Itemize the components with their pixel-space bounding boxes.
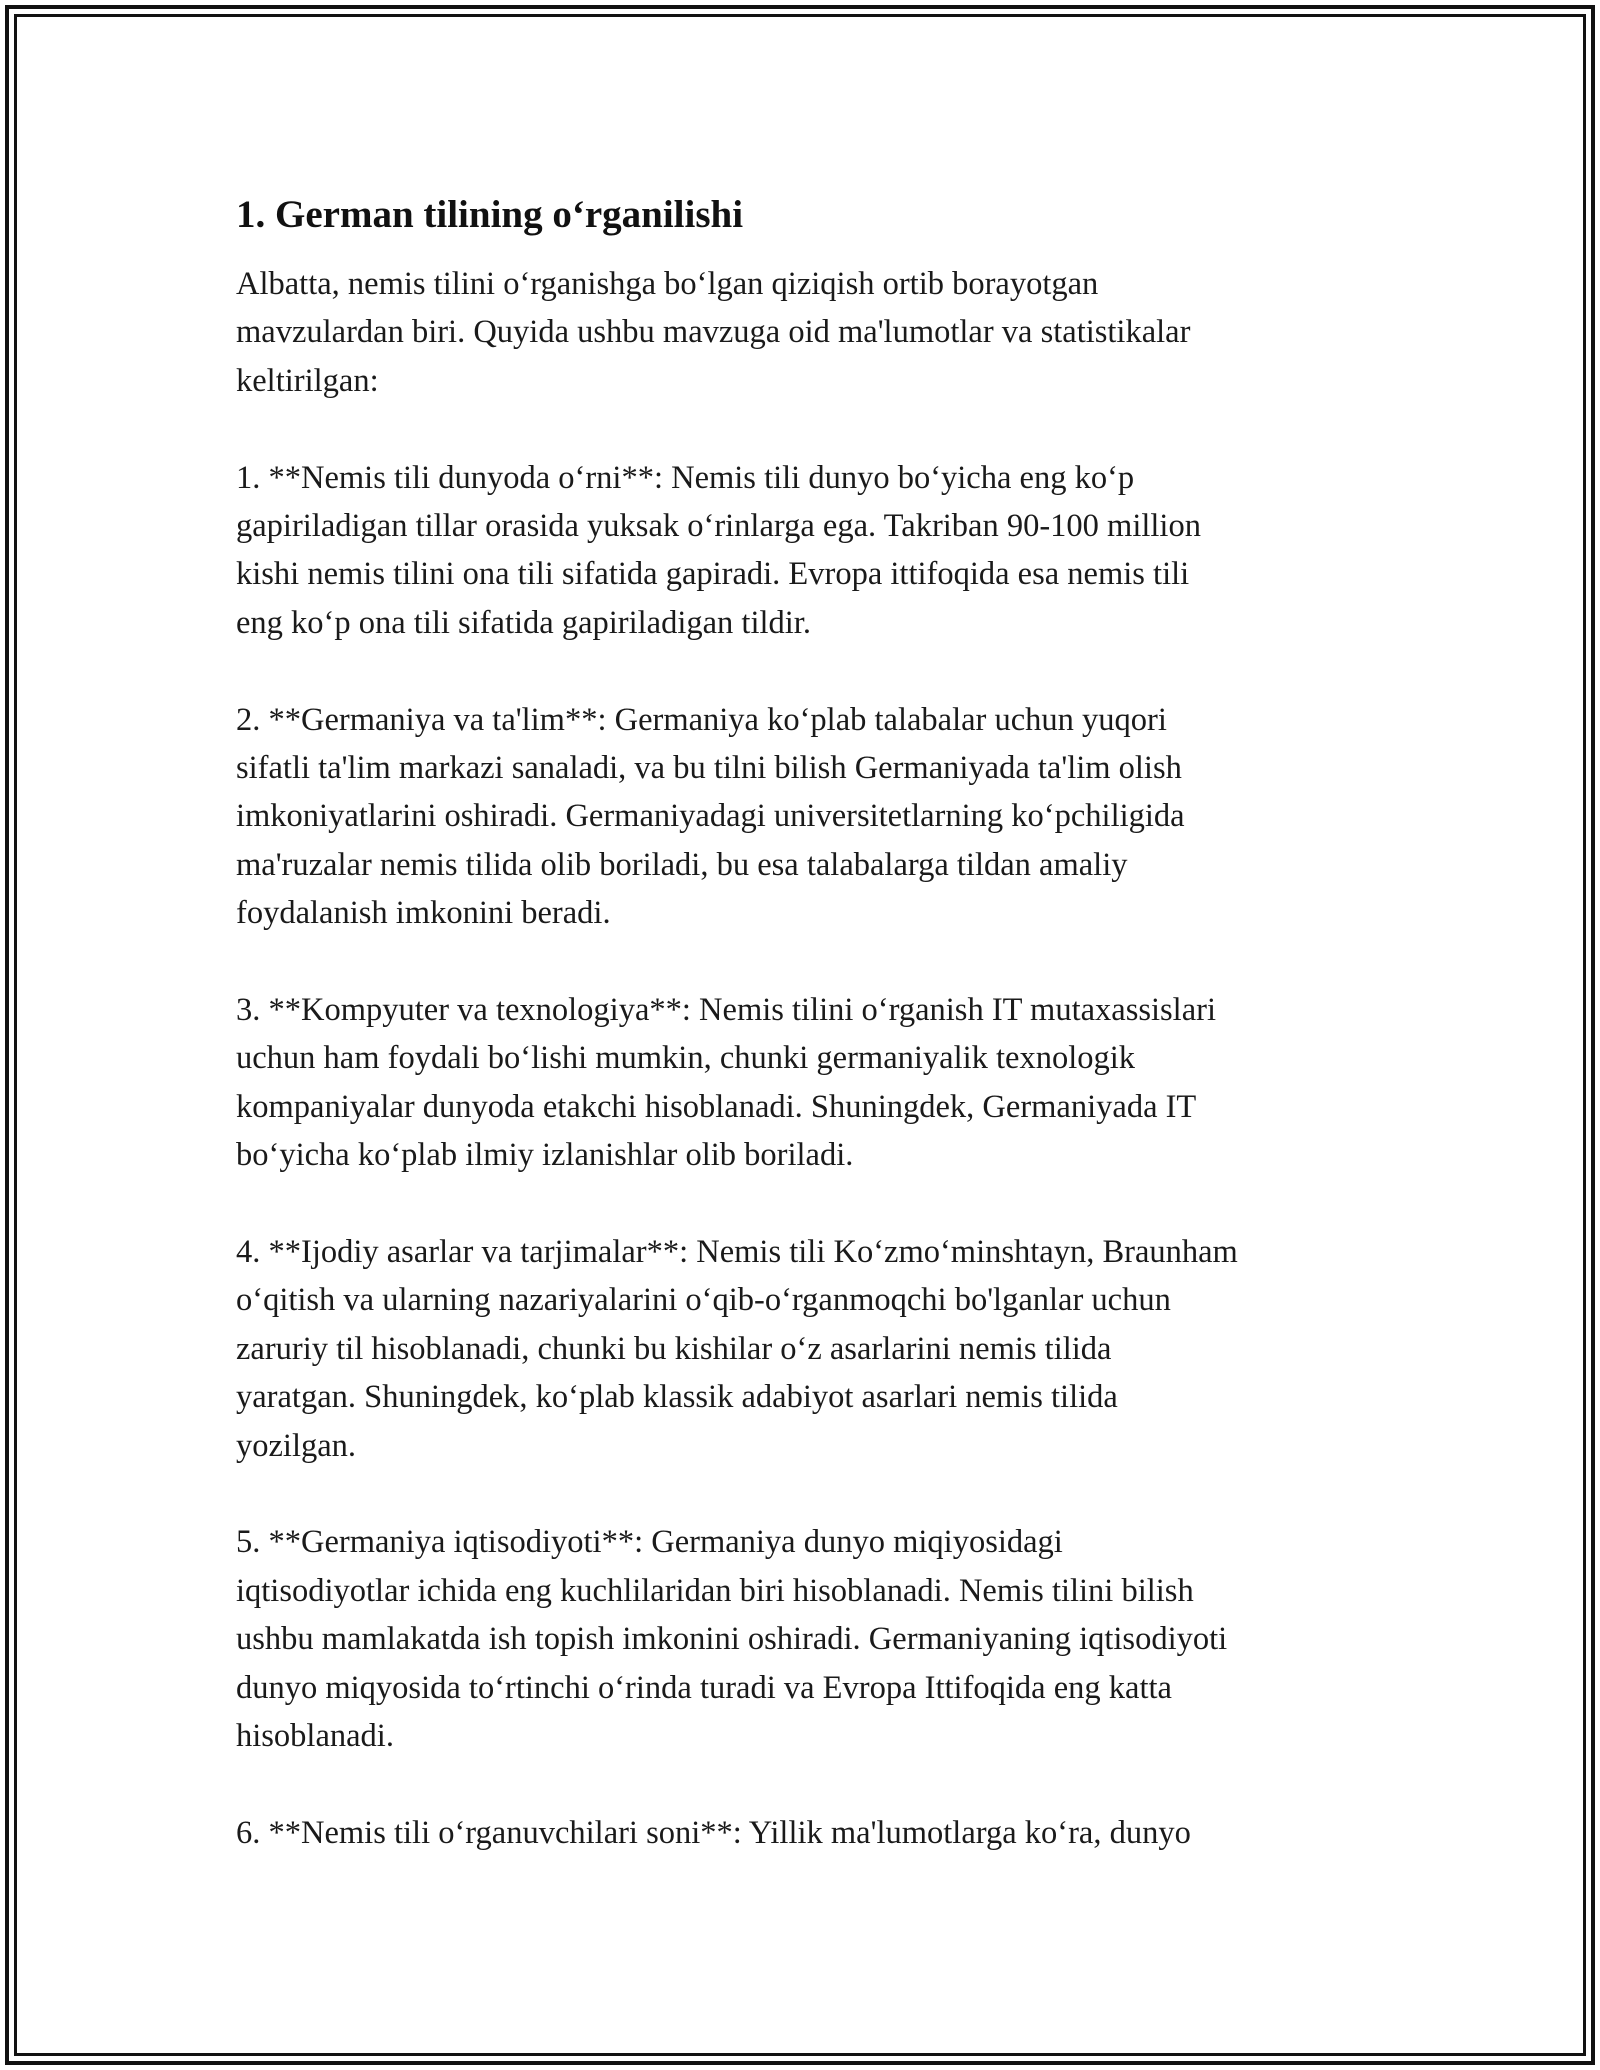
paragraph-line: eng ko‘p ona tili sifatida gapiriladigan tildir. <box>236 604 811 641</box>
list-item-paragraph-1 <box>236 454 1376 648</box>
paragraph-line: foydalanish imkonini beradi. <box>236 895 611 932</box>
section-heading: 1. German tilining o‘rganilishi <box>236 193 744 236</box>
paragraph-line: 1. **Nemis tili dunyoda o‘rni**: Nemis tili dunyo bo‘yicha eng ko‘p <box>236 459 1135 496</box>
paragraph-line: 2. **Germaniya va ta'lim**: Germaniya ko‘plab talabalar uchun yuqori <box>236 701 1167 738</box>
paragraph-line: ushbu mamlakatda ish topish imkonini oshiradi. Germaniyaning iqtisodiyoti <box>236 1621 1228 1658</box>
paragraph-line: gapiriladigan tillar orasida yuksak o‘rinlarga ega. Takriban 90-100 million <box>236 508 1201 545</box>
paragraph-line: Albatta, nemis tilini o‘rganishga bo‘lgan qiziqish ortib borayotgan <box>236 266 1099 302</box>
paragraph-line: dunyo miqyosida to‘rtinchi o‘rinda turadi va Evropa Ittifoqida eng katta <box>236 1669 1172 1706</box>
paragraph-line: yozilgan. <box>236 1427 357 1464</box>
paragraph-line: hisoblanadi. <box>236 1718 394 1755</box>
paragraph-line: keltirilgan: <box>236 362 379 399</box>
paragraph-line: zaruriy til hisoblanadi, chunki bu kishilar o‘z asarlarini nemis tilida <box>236 1330 1112 1367</box>
list-item-paragraph-4 <box>236 1228 1376 1470</box>
paragraph-line: iqtisodiyotlar ichida eng kuchlilaridan biri hisoblanadi. Nemis tilini bilish <box>236 1572 1194 1609</box>
paragraph-line: sifatli ta'lim markazi sanaladi, va bu tilni bilish Germaniyada ta'lim olish <box>236 750 1182 787</box>
paragraph-line: kompaniyalar dunyoda etakchi hisoblanadi. Shuningdek, Germaniyada IT <box>236 1088 1197 1125</box>
list-item-paragraph-2 <box>236 696 1376 938</box>
paragraph-line: ma'ruzalar nemis tilida olib boriladi, bu esa talabalarga tildan amaliy <box>236 846 1128 883</box>
paragraph-line: kishi nemis tilini ona tili sifatida gapiradi. Evropa ittifoqida esa nemis tili <box>236 556 1190 593</box>
list-item-paragraph-3 <box>236 986 1376 1180</box>
paragraph-line: yaratgan. Shuningdek, ko‘plab klassik adabiyot asarlari nemis tilida <box>236 1379 1118 1416</box>
list-item-paragraph-6 <box>236 1809 1376 1857</box>
paragraph-line: 6. **Nemis tili o‘rganuvchilari soni**: Yillik ma'lumotlarga ko‘ra, dunyo <box>236 1814 1191 1851</box>
paragraph-line: o‘qitish va ularning nazariyalarini o‘qib-o‘rganmoqchi bo'lganlar uchun <box>236 1282 1171 1319</box>
list-item-paragraph-5 <box>236 1518 1376 1760</box>
paragraph-line: 4. **Ijodiy asarlar va tarjimalar**: Nemis tili Ko‘zmo‘minshtayn, Braunham <box>236 1234 1238 1271</box>
document-page <box>236 186 1376 1857</box>
paragraph-line: 3. **Kompyuter va texnologiya**: Nemis tilini o‘rganish IT mutaxassislari <box>236 992 1216 1029</box>
paragraph-line: 5. **Germaniya iqtisodiyoti**: Germaniya dunyo miqiyosidagi <box>236 1524 1063 1561</box>
intro-paragraph <box>236 260 1376 405</box>
paragraph-line: mavzulardan biri. Quyida ushbu mavzuga oid ma'lumotlar va statistikalar <box>236 314 1191 351</box>
paragraph-line: uchun ham foydali bo‘lishi mumkin, chunki germaniyalik texnologik <box>236 1040 1136 1077</box>
paragraph-line: bo‘yicha ko‘plab ilmiy izlanishlar olib boriladi. <box>236 1137 854 1174</box>
paragraph-line: imkoniyatlarini oshiradi. Germaniyadagi universitetlarning ko‘pchiligida <box>236 798 1185 835</box>
